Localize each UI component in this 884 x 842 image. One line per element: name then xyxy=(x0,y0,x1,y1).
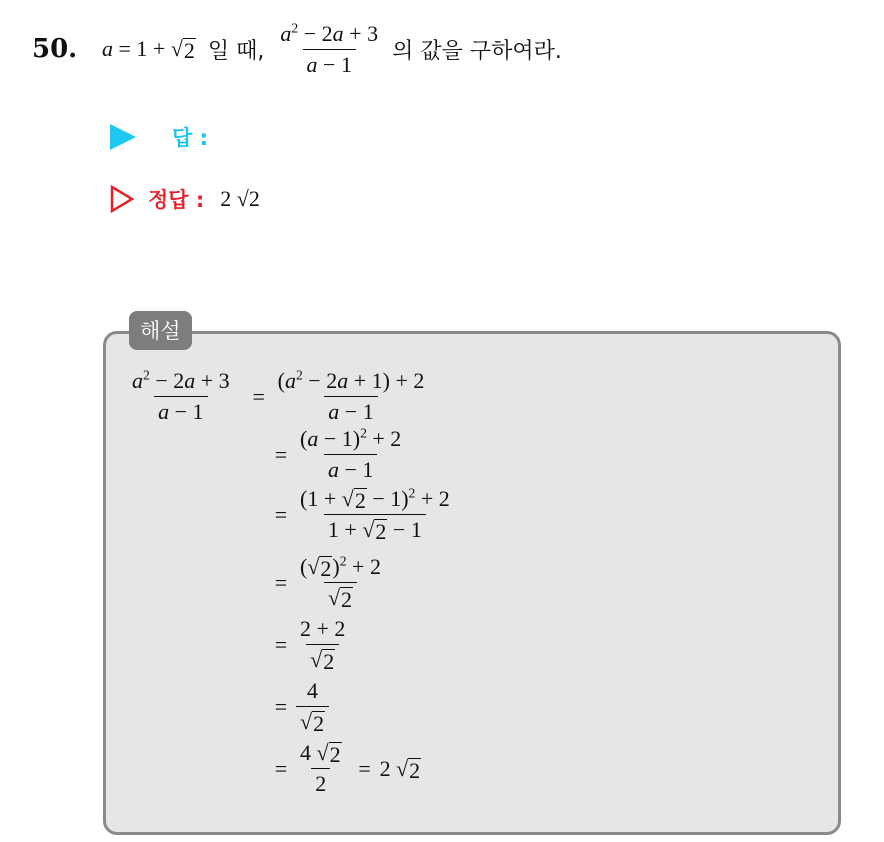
answer-label: 답 : xyxy=(172,126,208,150)
question-line xyxy=(102,18,562,80)
correct-answer-label: 정답 : xyxy=(148,188,205,212)
question-prefix-text: 일 때, xyxy=(207,38,265,64)
derivation-step-2: = $\frac{(a - 1)^2 + 2}{a - 1}$ xyxy=(274,425,402,482)
derivation-step-5: = 2 + 2 √ 2 xyxy=(274,616,346,674)
question-suffix-text: 의 값을 구하여라. xyxy=(392,38,562,64)
outline-arrow-icon xyxy=(110,185,134,213)
correct-answer-value: 2 √2 xyxy=(220,186,260,211)
correct-answer-row xyxy=(110,184,260,214)
answer-row xyxy=(110,122,208,152)
question-fraction: $\frac{a^2 - 2a + 3}{a - 1}$ xyxy=(280,20,379,77)
derivation-step-7: = 4 √ 2 2 = 2 √ 2 xyxy=(274,740,421,797)
solution-tag: 해설 xyxy=(129,311,192,350)
derivation-step-3: = (1 + √ 2 − 1)$^2$ + 2 1 + √ 2 − 1 xyxy=(274,485,450,545)
question-number: 50. xyxy=(32,34,78,64)
derivation-step-4: = ( √ 2 )$^2$ + 2 √ 2 xyxy=(274,553,381,613)
derivation-step-1: $\frac{a^2 - 2a + 3}{a - 1}$ = $\frac{(a^2 - 2a + 1) + 2}{a - 1}$ xyxy=(132,367,425,424)
derivation-step-6: = 4 √ 2 xyxy=(266,678,329,735)
condition-expression: a = 1 + √ 2 xyxy=(102,35,195,63)
play-arrow-icon xyxy=(110,124,136,150)
